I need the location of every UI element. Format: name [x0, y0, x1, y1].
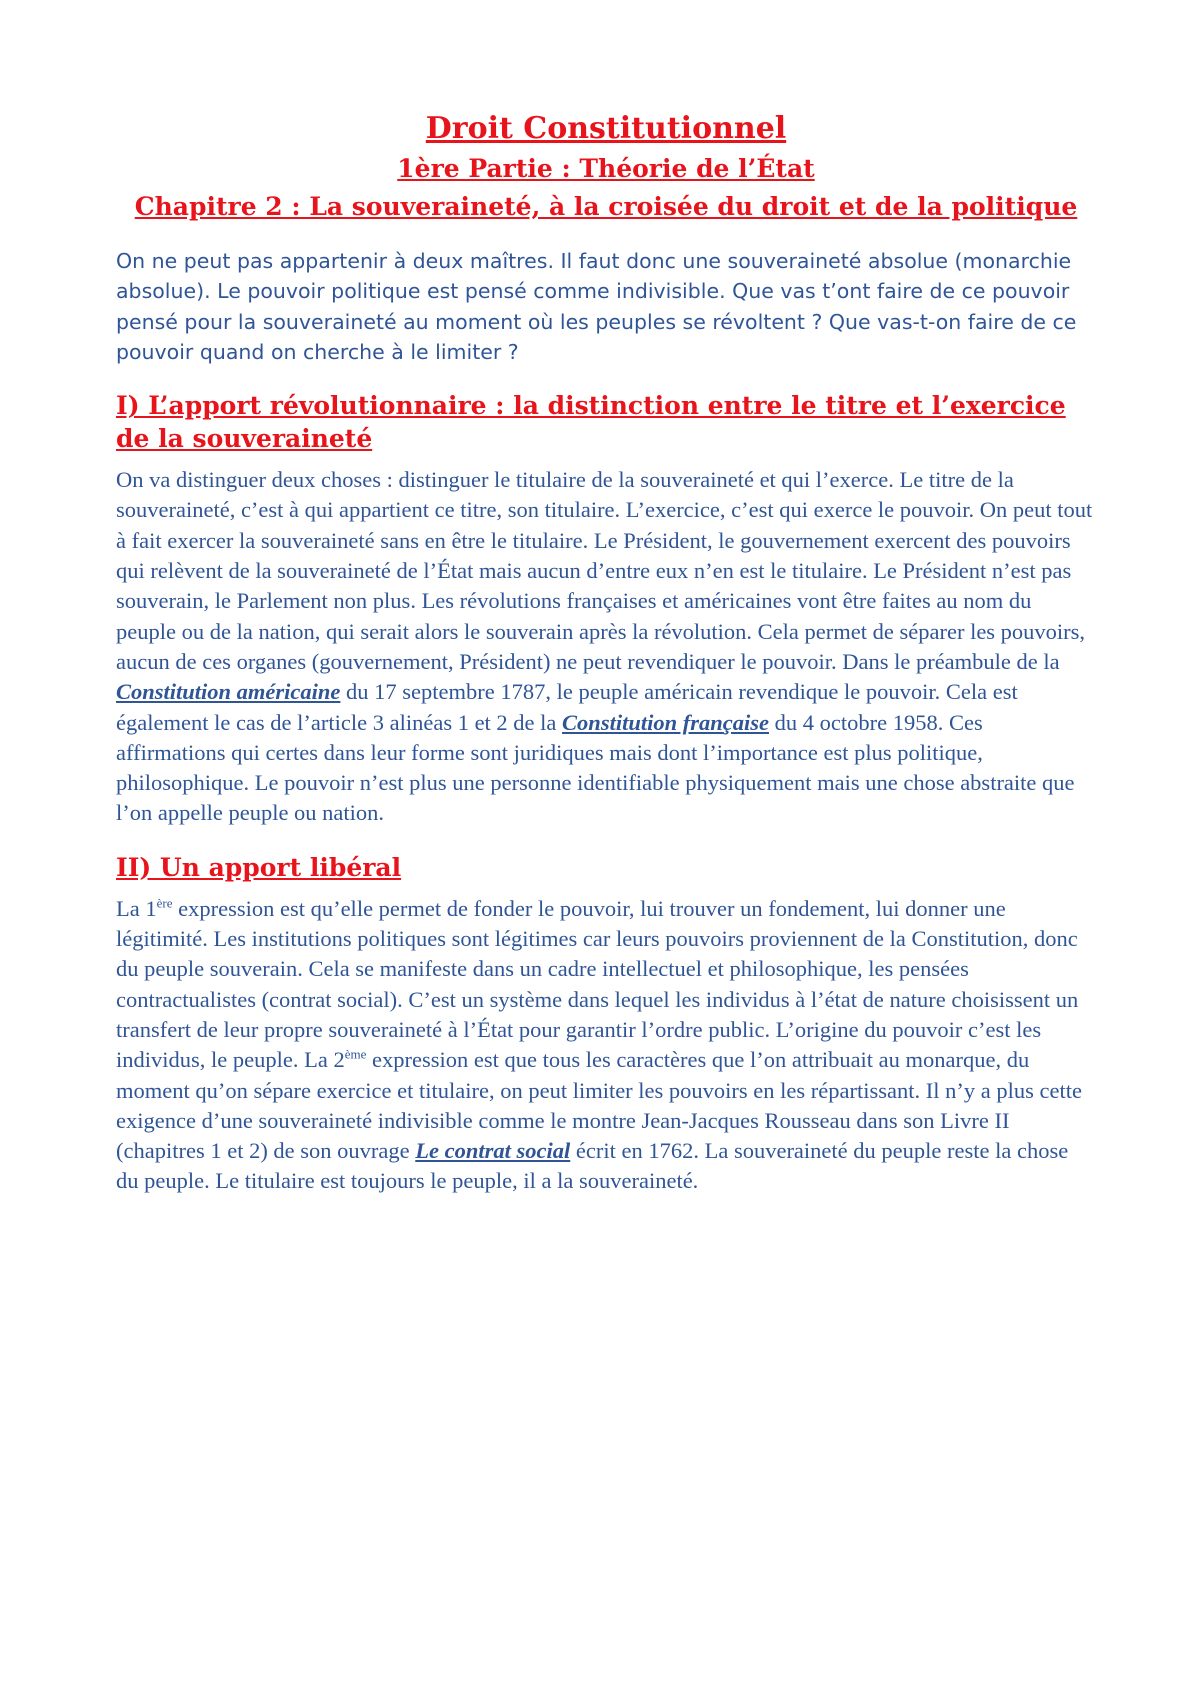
section-1-heading: I) L’apport révolutionnaire : la distinction entre le titre et l’exercice de la souveraineté	[116, 391, 1066, 454]
chapter-title: Chapitre 2 : La souveraineté, à la croisée du droit et de la politique	[134, 192, 1078, 221]
constitution-americaine-reference: Constitution américaine	[116, 679, 341, 705]
section-2-text-c: expression est que tous les caractères que l’on attribuait au monarque, du moment qu’on sépare exercice et titulaire, on peut limiter les pouvoirs en les répartissant. Il n’y a plus cette exigence d’une souveraineté indivisible comme le montre Jean-Jacques Rousseau dans son Livre II (chapitres 1 et 2) de son ouvrage	[116, 1047, 1082, 1164]
part-title: 1ère Partie : Théorie de l’État	[397, 154, 815, 183]
document-page	[116, 108, 1096, 1197]
contrat-social-reference: Le contrat social	[415, 1138, 571, 1164]
section-2-paragraph	[116, 894, 1096, 1197]
section-1-paragraph	[116, 465, 1096, 829]
section-1-text-a: On va distinguer deux choses : distinguer le titulaire de la souveraineté et qui l’exerce. Le titre de la souveraineté, c’est à qui appartient ce titre, son titulaire. L’exercice, c’est qui exerce le pouvoir. On peut tout à fait exercer la souveraineté sans en être le titulaire. Le Président, le gouvernement exercent des pouvoirs qui relèvent de la souveraineté de l’État mais aucun d’entre eux n’en est le titulaire. Le Président n’est pas souverain, le Parlement non plus. Les révolutions françaises et américaines vont être faites au nom du peuple ou de la nation, qui serait alors le souverain après la révolution. Cela permet de séparer les pouvoirs, aucun de ces organes (gouvernement, Président) ne peut revendiquer le pouvoir. Dans le préambule de la	[116, 467, 1093, 674]
superscript-eme: ème	[344, 1046, 367, 1062]
intro-paragraph: On ne peut pas appartenir à deux maîtres. Il faut donc une souveraineté absolue (monarchie absolue). Le pouvoir politique est pensé comme indivisible. Que vas t’ont faire de ce pouvoir pensé pour la souveraineté au moment où les peuples se révoltent ? Que vas-t-on faire de ce pouvoir quand on cherche à le limiter ?	[116, 249, 1077, 364]
section-2-text-b: expression est qu’elle permet de fonder le pouvoir, lui trouver un fondement, lui donner une légitimité. Les institutions politiques sont légitimes car leurs pouvoirs proviennent de la Constitution, donc du peuple souverain. Cela se manifeste dans un cadre intellectuel et philosophique, les pensées contractualistes (contrat social). C’est un système dans lequel les individus à l’état de nature choisissent un transfert de leur propre souveraineté à l’État pour garantir l’ordre public. L’origine du pouvoir c’est les individus, le peuple. La 2	[116, 895, 1079, 1073]
section-2-heading: II) Un apport libéral	[116, 852, 402, 882]
constitution-francaise-reference: Constitution française	[562, 709, 769, 735]
section-2-text-a: La 1	[116, 895, 157, 921]
document-title: Droit Constitutionnel	[425, 111, 787, 146]
superscript-ere: ère	[156, 895, 173, 911]
section-1-text-c: du 4 octobre 1958. Ces affirmations qui certes dans leur forme sont juridiques mais dont l’importance est plus politique, philosophique. Le pouvoir n’est plus une personne identifiable physiquement mais une chose abstraite que l’on appelle peuple ou nation.	[116, 709, 1075, 826]
section-2-text-d: écrit en 1762. La souveraineté du peuple reste la chose du peuple. Le titulaire est toujours le peuple, il a la souveraineté.	[116, 1138, 1069, 1194]
section-1-text-b: du 17 septembre 1787, le peuple américain revendique le pouvoir. Cela est également le cas de l’article 3 alinéas 1 et 2 de la	[116, 679, 1018, 735]
